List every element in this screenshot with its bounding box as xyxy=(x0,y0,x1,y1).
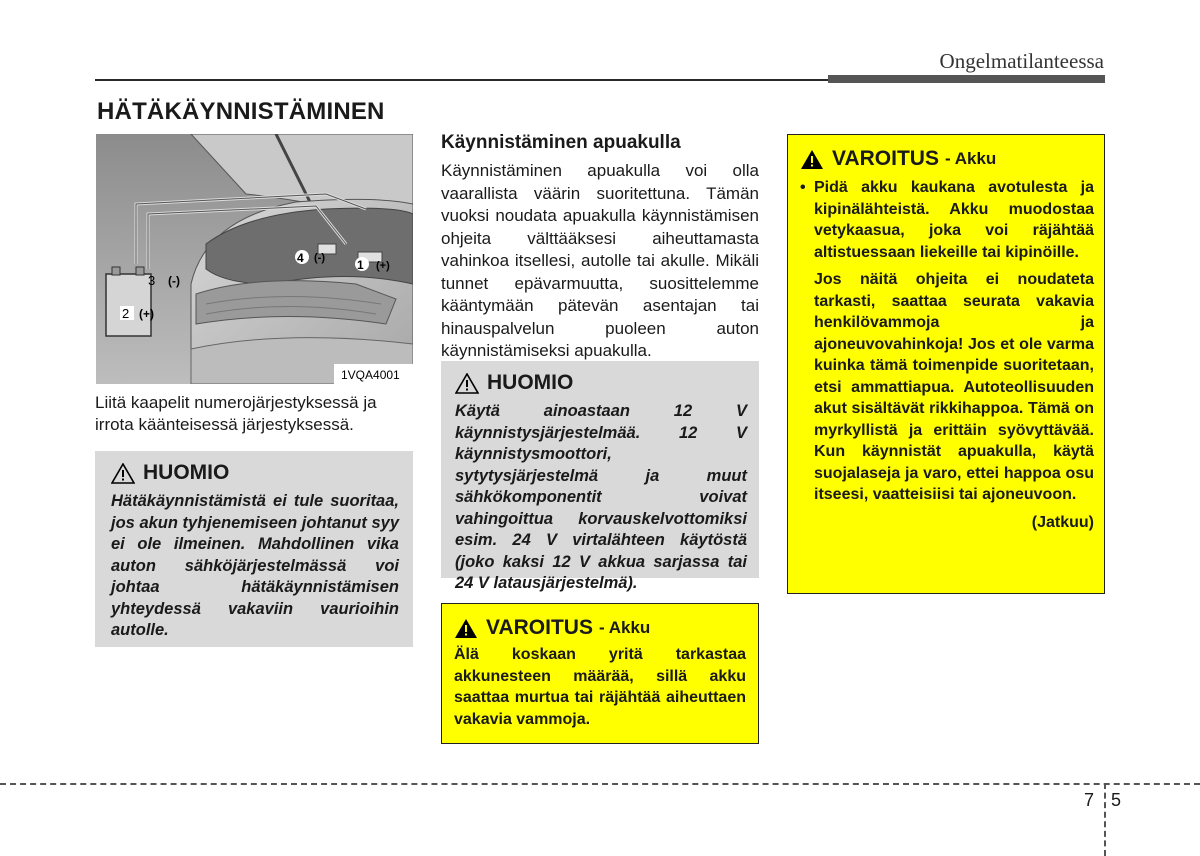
fig-label-4: 4 xyxy=(297,251,304,265)
warning-body: Älä koskaan yritä tarkastaa akkunesteen määrää, sillä akku saattaa murtua tai räjähtää aiheuttaen vakavia vammoja. xyxy=(454,646,746,728)
footer-divider xyxy=(1104,783,1106,856)
subsection-title: Käynnistäminen apuakulla xyxy=(441,132,681,153)
notice-heading xyxy=(455,371,747,395)
warning-icon xyxy=(454,618,478,639)
fig-label-3: 3 xyxy=(148,273,156,288)
warning-title: VAROITUS xyxy=(486,616,593,639)
caution-icon xyxy=(455,373,479,394)
warning-heading xyxy=(800,147,1094,171)
warning-box-middle xyxy=(441,603,759,744)
figure-caption: Liitä kaapelit numerojärjestyksessä ja irrota käänteisessä järjestyksessä. xyxy=(95,393,377,434)
header-tab-bar xyxy=(828,75,1105,83)
notice-box-left xyxy=(95,451,413,647)
section-label: Ongelmatilanteessa xyxy=(939,49,1104,73)
notice-title: HUOMIO xyxy=(487,371,574,394)
warning-bullet-list xyxy=(800,177,1094,263)
page-title: HÄTÄKÄYNNISTÄMINEN xyxy=(97,98,385,125)
notice-box-middle xyxy=(441,361,759,592)
fig-label-1-sign: (+) xyxy=(376,260,390,272)
fig-label-4-sign: (-) xyxy=(314,252,325,264)
jump-start-illustration xyxy=(96,134,413,384)
warning-subtitle: - Akku xyxy=(598,618,651,637)
continued-note: (Jatkuu) xyxy=(1031,513,1094,531)
caution-icon xyxy=(111,463,135,484)
chapter-number: 7 xyxy=(1084,790,1095,810)
warning-bullet-item: • Pidä akku kaukana avotulesta ja kipinälähteistä. Akku muodostaa vetykaasua, joka voi räjähtää altistuessaan liekeille tai kipinöille. xyxy=(800,177,1094,263)
fig-label-2-sign: (+) xyxy=(139,307,154,321)
notice-body: Hätäkäynnistämistä ei tule suoritaa, jos akun tyhjenemiseen johtanut syy ei ole ilmeinen. Mahdollinen vika auton sähköjärjestelmässä voi johtaa hätäkäynnistämisen yhteydessä vakaviin vaurioihin autolle. xyxy=(111,492,399,639)
notice-title: HUOMIO xyxy=(143,461,230,484)
warning-title: VAROITUS xyxy=(832,147,939,170)
notice-body: Käytä ainoastaan 12 V käynnistysjärjestelmää. 12 V käynnistysmoottori, sytytysjärjestelmä ja muut sähkökomponentit voivat vahingoittua korvauskelvottomiksi esim. 24 V virtalähteen käytöstä (joko kaksi 12 V akkua sarjassa tai 24 V latausjärjestelmä). xyxy=(455,402,747,592)
warning-icon xyxy=(800,149,824,170)
fig-label-1: 1 xyxy=(357,258,364,272)
fig-label-3-sign: (-) xyxy=(168,274,180,288)
warning-subtitle: - Akku xyxy=(944,149,997,168)
warning-box-right xyxy=(787,134,1105,594)
notice-heading xyxy=(111,461,399,485)
figure-code: 1VQA4001 xyxy=(341,368,400,382)
fig-label-2: 2 xyxy=(122,306,130,321)
page-number: 5 xyxy=(1111,790,1122,810)
footer-rule xyxy=(0,783,1200,785)
intro-paragraph: Käynnistäminen apuakulla voi olla vaarallista väärin suoritettuna. Tämän vuoksi noudata apuakulla käynnistämisen ohjeita välttääksesi aiheuttamasta vahinkoa itsellesi, autolle tai akulle. Mikäli tunnet epävarmuutta, suosittelemme kääntymään pätevän asentajan tai hinauspalvelun puoleen auton käynnistämiseksi apuakulla. xyxy=(441,161,759,360)
warning-heading xyxy=(454,616,746,640)
warning-body: Jos näitä ohjeita ei noudateta tarkasti, saattaa seurata vakavia henkilövammoja ja ajoneuvovahinkoja! Jos et ole varma kuinka tämä toimenpide suoritetaan, etsi ammattiapua. Autoteollisuuden akut sisältävät rikkihappoa. Tämä on myrkyllistä ja erittäin syövyttävää. Kun käynnistät apuakulla, käytä suojalaseja ja varo, ettei happoa osu itseesi, vaatteisiisi tai ajoneuvoon. xyxy=(814,271,1094,503)
